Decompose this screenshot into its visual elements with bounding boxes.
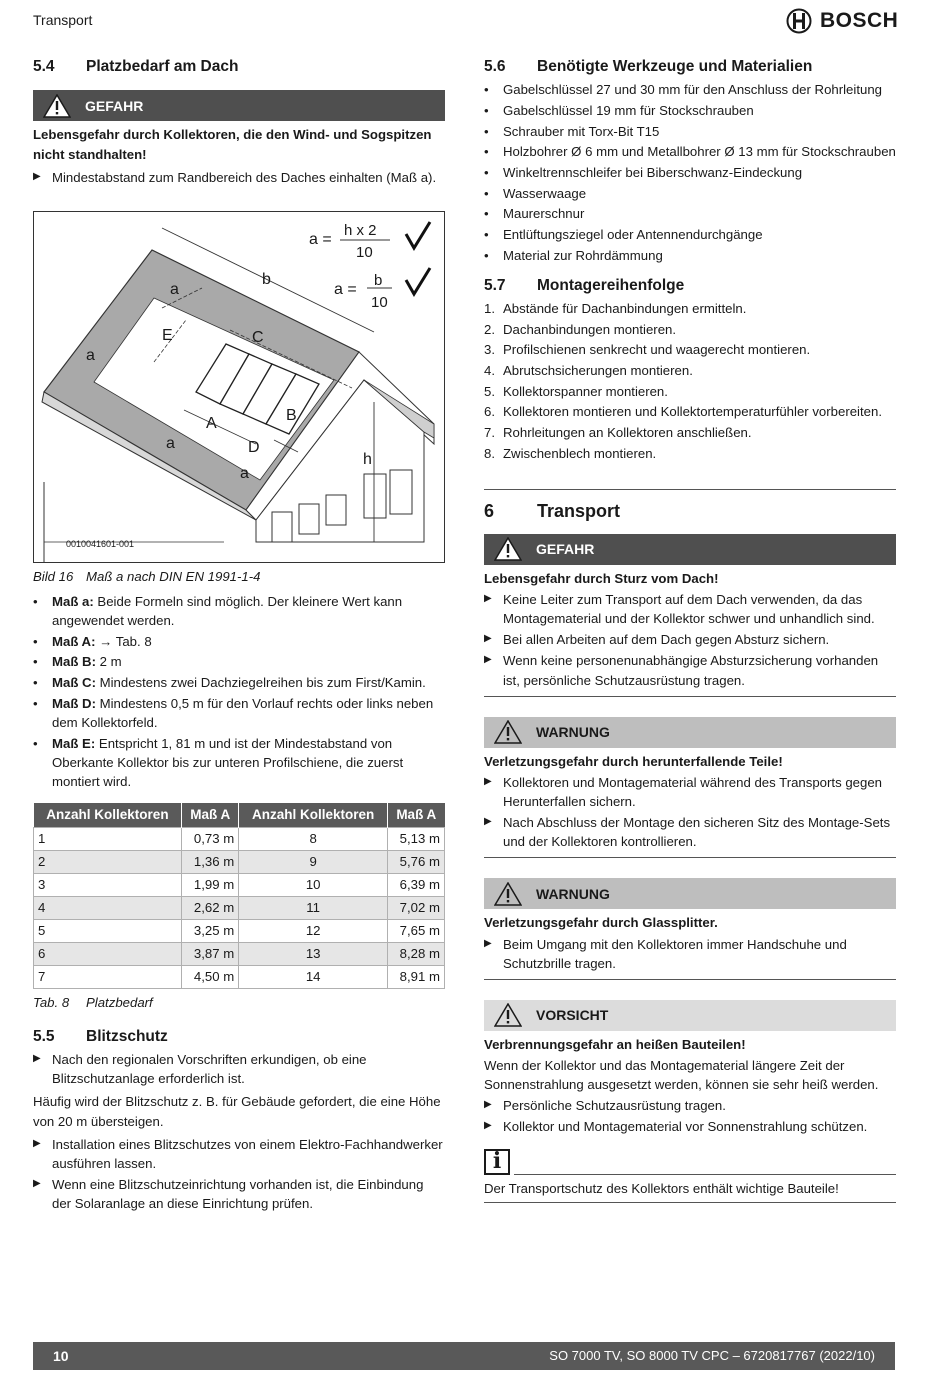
- table-caption-text: Platzbedarf: [86, 994, 153, 1010]
- table-cell: 13: [239, 942, 388, 965]
- danger-label: GEFAHR: [85, 97, 144, 114]
- page-number: 10: [53, 1347, 69, 1364]
- table-row: [34, 827, 445, 850]
- left-column: [33, 56, 445, 1213]
- table-cell: 2: [34, 850, 182, 873]
- document-reference: SO 7000 TV, SO 8000 TV CPC – 6720817767 (2022/10): [549, 1347, 875, 1363]
- section-title: Blitzschutz: [86, 1027, 168, 1045]
- list-item: [484, 184, 896, 203]
- section-number: 5.6: [484, 58, 506, 75]
- instruction-text: Nach den regionalen Vorschriften erkundigen, ob eine Blitzschutzanlage erforderlich ist.: [52, 1052, 367, 1087]
- list-item: [484, 382, 896, 401]
- table-body: [34, 827, 445, 988]
- divider: [484, 696, 896, 697]
- table-cell: 8: [239, 827, 388, 850]
- instruction-item: [484, 1117, 896, 1136]
- list-item-text: Zwischenblech montieren.: [503, 445, 657, 461]
- table-row: [34, 965, 445, 988]
- formula2-denominator: 10: [371, 293, 388, 311]
- section-5-7-heading: [484, 275, 896, 297]
- section-title: Benötigte Werkzeuge und Materialien: [537, 58, 813, 75]
- list-item: [484, 402, 896, 421]
- list-item: [484, 142, 896, 161]
- section-5-5-heading: [33, 1026, 445, 1048]
- bullet-icon: •: [484, 226, 489, 242]
- arrow-bullet-icon: ▶: [484, 654, 492, 666]
- formula2-numerator: b: [374, 271, 383, 289]
- section-6-heading: [484, 498, 896, 524]
- table-cell: 4: [34, 896, 182, 919]
- warning-instructions: [484, 773, 896, 852]
- instruction-item: [33, 1135, 445, 1173]
- label-A: A: [206, 414, 217, 432]
- list-item-text: Gabelschlüssel 19 mm für Stockschrauben: [503, 103, 754, 119]
- danger-banner: [33, 90, 445, 121]
- instruction-item: [484, 773, 896, 811]
- measure-text: 2 m: [95, 654, 122, 670]
- measure-key: Maß D:: [52, 695, 96, 711]
- warning-triangle-icon: [494, 537, 522, 561]
- figure-caption-label: Bild 16: [33, 568, 74, 584]
- arrow-bullet-icon: ▶: [484, 1099, 492, 1111]
- table-cell: 7,65 m: [388, 919, 445, 942]
- list-item: [484, 299, 896, 318]
- section-number: 6: [484, 500, 495, 521]
- label-a-left: a: [86, 346, 95, 364]
- measure-key: Maß C:: [52, 675, 96, 691]
- instruction-item: [484, 935, 896, 973]
- list-item: • Maß B: 2 m: [33, 654, 122, 670]
- section-title: Platzbedarf am Dach: [86, 58, 239, 75]
- instruction-item: [484, 630, 896, 649]
- figure-caption-text: Maß a nach DIN EN 1991-1-4: [86, 568, 261, 584]
- section-5-4-heading: [33, 56, 445, 78]
- table-header-row: [34, 803, 445, 827]
- instruction-text: Installation eines Blitzschutzes von einem Elektro-Fachhandwerker ausführen lassen.: [52, 1136, 443, 1171]
- instruction-text: Kollektoren und Montagematerial während des Transports gegen Herunterfallen sichern.: [503, 774, 883, 810]
- danger-instructions: [484, 590, 896, 690]
- list-item: [484, 80, 896, 99]
- table-row: [34, 873, 445, 896]
- warning-banner: [484, 717, 896, 748]
- list-item-text: Material zur Rohrdämmung: [503, 247, 663, 263]
- measures-list: [33, 592, 445, 791]
- warning-instructions: [484, 935, 896, 973]
- instruction-item: [484, 813, 896, 851]
- running-header-title: Transport: [33, 12, 93, 28]
- bullet-icon: •: [484, 247, 489, 263]
- warning-banner: [484, 878, 896, 909]
- roof-diagram: [33, 211, 445, 563]
- space-requirement-table: [33, 803, 445, 989]
- roof-drawing: [34, 212, 445, 563]
- table-header: Maß A: [182, 803, 239, 827]
- table-cell: 9: [239, 850, 388, 873]
- arrow-bullet-icon: ▶: [484, 937, 492, 949]
- list-item-text: Profilschienen senkrecht und waagerecht montieren.: [503, 342, 811, 358]
- figure-caption: [33, 567, 445, 586]
- table-caption-label: Tab. 8: [33, 994, 70, 1010]
- arrow-bullet-icon: ▶: [33, 170, 41, 182]
- step-number: 4.: [484, 363, 495, 379]
- table-cell: 8,91 m: [388, 965, 445, 988]
- figure-code: 0010041601-001: [66, 538, 135, 549]
- table-cell: 6: [34, 942, 182, 965]
- list-item-text: Kollektoren montieren und Kollektortemperaturfühler vorbereiten.: [503, 404, 882, 420]
- instruction-text: Mindestabstand zum Randbereich des Daches einhalten (Maß a).: [52, 169, 437, 185]
- measure-key: Maß a:: [52, 594, 94, 610]
- bosch-armature-icon: [786, 8, 812, 34]
- list-item: [484, 163, 896, 182]
- caution-banner: [484, 1000, 896, 1031]
- measure-text: Beide Formeln sind möglich. Der kleinere Wert kann angewendet werden.: [52, 594, 403, 629]
- step-number: 6.: [484, 404, 495, 420]
- warning-headline: Verletzungsgefahr durch Glassplitter.: [484, 915, 718, 931]
- bullet-icon: •: [484, 82, 489, 98]
- instruction-text: Keine Leiter zum Transport auf dem Dach verwenden, da das Montagematerial und der Kollektor schwer und unhandlich sind.: [503, 592, 875, 627]
- instruction-text: Wenn keine personenunabhängige Absturzsicherung vorhanden ist, persönliche Schutzausrüstung tragen.: [503, 653, 879, 688]
- formula1-lhs: a =: [309, 230, 332, 248]
- list-item: [484, 101, 896, 120]
- table-cell: 6,39 m: [388, 873, 445, 896]
- table-cell: 1,99 m: [182, 873, 239, 896]
- list-item-text: Schrauber mit Torx-Bit T15: [503, 123, 660, 139]
- table-cell: 1: [34, 827, 182, 850]
- warning-triangle-icon: [494, 1003, 522, 1027]
- section-5-6-heading: [484, 56, 896, 78]
- table-row: [34, 850, 445, 873]
- danger-headline: Lebensgefahr durch Kollektoren, die den Wind- und Sogspitzen nicht standhalten!: [33, 127, 432, 162]
- instruction-text: Beim Umgang mit den Kollektoren immer Handschuhe und Schutzbrille tragen.: [503, 936, 847, 971]
- warning-label: WARNUNG: [536, 885, 610, 902]
- section-title: Transport: [537, 500, 621, 521]
- list-item: [484, 204, 896, 223]
- list-item: [484, 361, 896, 380]
- instruction-item: [484, 651, 896, 689]
- page-footer: [33, 1342, 895, 1370]
- section-title: Montagereihenfolge: [537, 276, 685, 294]
- measure-text: Mindestens 0,5 m für den Vorlauf rechts oder links neben dem Kollektorfeld.: [52, 695, 434, 730]
- instruction-text: Bei allen Arbeiten auf dem Dach gegen Absturz sichern.: [503, 632, 830, 648]
- step-number: 2.: [484, 321, 495, 337]
- table-cell: 12: [239, 919, 388, 942]
- table-cell: 10: [239, 873, 388, 896]
- table-cell: 5,13 m: [388, 827, 445, 850]
- list-item: • Maß a: Beide Formeln sind möglich. Der kleinere Wert kann angewendet werden.: [33, 594, 403, 629]
- table-cell: 1,36 m: [182, 850, 239, 873]
- paragraph: Häufig wird der Blitzschutz z. B. für Gebäude gefordert, die eine Höhe von 20 m übersteigen.: [33, 1094, 441, 1129]
- section-number: 5.4: [33, 58, 55, 75]
- warning-triangle-icon: [43, 94, 71, 118]
- list-item: [484, 423, 896, 442]
- list-item-text: Gabelschlüssel 27 und 30 mm für den Anschluss der Rohrleitung: [503, 82, 882, 98]
- tools-list: [484, 80, 896, 264]
- instruction-text: Persönliche Schutzausrüstung tragen.: [503, 1098, 726, 1114]
- label-E: E: [162, 326, 173, 344]
- table-cell: 11: [239, 896, 388, 919]
- label-a-bottom: a: [166, 434, 175, 452]
- arrow-bullet-icon: ▶: [484, 775, 492, 787]
- list-item: • Maß C: Mindestens zwei Dachziegelreihen bis zum First/Kamin.: [33, 675, 426, 691]
- section-number: 5.5: [33, 1027, 55, 1045]
- step-number: 5.: [484, 383, 495, 399]
- list-item-text: Abrutschsicherungen montieren.: [503, 363, 693, 379]
- instruction-text: Wenn eine Blitzschutzeinrichtung vorhanden ist, die Einbindung der Solaranlage an diese Einrichtung prüfen.: [52, 1176, 424, 1212]
- table-caption: [33, 993, 445, 1012]
- table-cell: 14: [239, 965, 388, 988]
- divider: [484, 857, 896, 858]
- bullet-icon: •: [484, 185, 489, 201]
- list-item-text: Winkeltrennschleifer bei Biberschwanz-Eindeckung: [503, 165, 803, 181]
- list-item: [484, 340, 896, 359]
- measure-text: Entspricht 1, 81 m und ist der Mindestabstand von Oberkante Kollektor bis zur unteren Profilschiene, die zuerst montiert wird.: [52, 735, 404, 789]
- steps-list: [484, 299, 896, 463]
- label-B: B: [286, 406, 297, 424]
- table-cell: 7: [34, 965, 182, 988]
- step-number: 7.: [484, 425, 495, 441]
- list-item: • Maß A: → Tab. 8: [33, 633, 152, 649]
- label-b: b: [262, 270, 271, 288]
- warning-headline: Verletzungsgefahr durch herunterfallende Teile!: [484, 753, 783, 769]
- table-cell: 5: [34, 919, 182, 942]
- measure-key: Maß E:: [52, 735, 96, 751]
- list-item-text: Rohrleitungen an Kollektoren anschließen.: [503, 425, 752, 441]
- list-item: [484, 444, 896, 463]
- formula2-lhs: a =: [334, 280, 357, 298]
- step-number: 3.: [484, 342, 495, 358]
- list-item-text: Abstände für Dachanbindungen ermitteln.: [503, 301, 747, 317]
- measure-text: → Tab. 8: [95, 633, 152, 649]
- divider: [484, 1202, 896, 1203]
- label-C: C: [252, 328, 264, 346]
- caution-instructions: [484, 1096, 896, 1136]
- right-column: [484, 56, 896, 1203]
- arrow-bullet-icon: ▶: [484, 1120, 492, 1132]
- table-cell: 4,50 m: [182, 965, 239, 988]
- caution-headline: Verbrennungsgefahr an heißen Bauteilen!: [484, 1036, 746, 1052]
- step-number: 8.: [484, 445, 495, 461]
- list-item: • Maß E: Entspricht 1, 81 m und ist der Mindestabstand von Oberkante Kollektor bis zur unteren Profilschiene, die zuerst montiert wird.: [33, 735, 404, 789]
- label-h: h: [363, 450, 372, 468]
- caution-label: VORSICHT: [536, 1007, 609, 1024]
- bullet-icon: •: [484, 123, 489, 139]
- arrow-bullet-icon: ▶: [484, 633, 492, 645]
- arrow-bullet-icon: ▶: [33, 1177, 41, 1189]
- list-item-text: Dachanbindungen montieren.: [503, 321, 677, 337]
- info-note: [484, 1149, 896, 1175]
- info-icon: i: [484, 1149, 510, 1175]
- arrow-bullet-icon: ▶: [484, 816, 492, 828]
- bullet-icon: •: [484, 144, 489, 160]
- step-number: 1.: [484, 301, 495, 317]
- list-item-text: Wasserwaage: [503, 185, 587, 201]
- list-item-text: Entlüftungsziegel oder Antennendurchgänge: [503, 226, 763, 242]
- bullet-icon: •: [484, 103, 489, 119]
- table-cell: 0,73 m: [182, 827, 239, 850]
- warning-label: WARNUNG: [536, 724, 610, 741]
- arrow-bullet-icon: ▶: [484, 593, 492, 605]
- table-cell: 3,25 m: [182, 919, 239, 942]
- label-a-corner: a: [240, 464, 249, 482]
- instruction-text: Kollektor und Montagematerial vor Sonnenstrahlung schützen.: [503, 1119, 868, 1135]
- label-D: D: [248, 438, 260, 456]
- table-cell: 7,02 m: [388, 896, 445, 919]
- table-row: [34, 896, 445, 919]
- instruction-text: Nach Abschluss der Montage den sicheren Sitz des Montage-Sets und der Kollektoren kontrollieren.: [503, 815, 891, 850]
- arrow-bullet-icon: ▶: [33, 1137, 41, 1149]
- divider: [484, 979, 896, 980]
- measure-text: Mindestens zwei Dachziegelreihen bis zum First/Kamin.: [95, 675, 426, 691]
- formula1-denominator: 10: [356, 243, 373, 261]
- table-row: [34, 942, 445, 965]
- instruction-item: [484, 590, 896, 628]
- bosch-logo: [786, 6, 898, 36]
- instruction-item: [33, 1050, 445, 1088]
- table-cell: 8,28 m: [388, 942, 445, 965]
- table-cell: 5,76 m: [388, 850, 445, 873]
- brand-name: BOSCH: [820, 9, 899, 32]
- bullet-icon: •: [484, 206, 489, 222]
- list-item-text: Holzbohrer Ø 6 mm und Metallbohrer Ø 13 mm für Stockschrauben: [503, 144, 896, 160]
- list-item: [484, 246, 896, 265]
- warning-triangle-icon: [494, 720, 522, 744]
- table-cell: 3: [34, 873, 182, 896]
- divider: [484, 489, 896, 490]
- table-header: Anzahl Kollektoren: [34, 803, 182, 827]
- instruction-item: [484, 1096, 896, 1115]
- danger-banner: [484, 534, 896, 565]
- bullet-icon: •: [484, 165, 489, 181]
- measure-key: Maß A:: [52, 633, 96, 649]
- instruction-item: [33, 168, 445, 187]
- table-header: Maß A: [388, 803, 445, 827]
- formula1-numerator: h x 2: [344, 221, 377, 239]
- instruction-item: [33, 1175, 445, 1213]
- table-cell: 3,87 m: [182, 942, 239, 965]
- list-item: [484, 225, 896, 244]
- arrow-bullet-icon: ▶: [33, 1053, 41, 1065]
- measure-key: Maß B:: [52, 654, 96, 670]
- warning-triangle-icon: [494, 882, 522, 906]
- list-item: [484, 320, 896, 339]
- table-cell: 2,62 m: [182, 896, 239, 919]
- caution-paragraph: Wenn der Kollektor und das Montagematerial längere Zeit der Sonnenstrahlung ausgesetzt werden, können sie sehr heiß werden.: [484, 1058, 879, 1093]
- table-row: [34, 919, 445, 942]
- info-text: Der Transportschutz des Kollektors enthält wichtige Bauteile!: [484, 1180, 839, 1196]
- section-number: 5.7: [484, 276, 506, 294]
- danger-label: GEFAHR: [536, 541, 595, 558]
- table-header: Anzahl Kollektoren: [239, 803, 388, 827]
- info-divider: [514, 1174, 896, 1175]
- list-item-text: Maurerschnur: [503, 206, 585, 222]
- list-item-text: Kollektorspanner montieren.: [503, 383, 668, 399]
- list-item: • Maß D: Mindestens 0,5 m für den Vorlauf rechts oder links neben dem Kollektorfeld.: [33, 695, 434, 730]
- danger-headline: Lebensgefahr durch Sturz vom Dach!: [484, 570, 719, 586]
- label-a-top: a: [170, 280, 179, 298]
- list-item: [484, 122, 896, 141]
